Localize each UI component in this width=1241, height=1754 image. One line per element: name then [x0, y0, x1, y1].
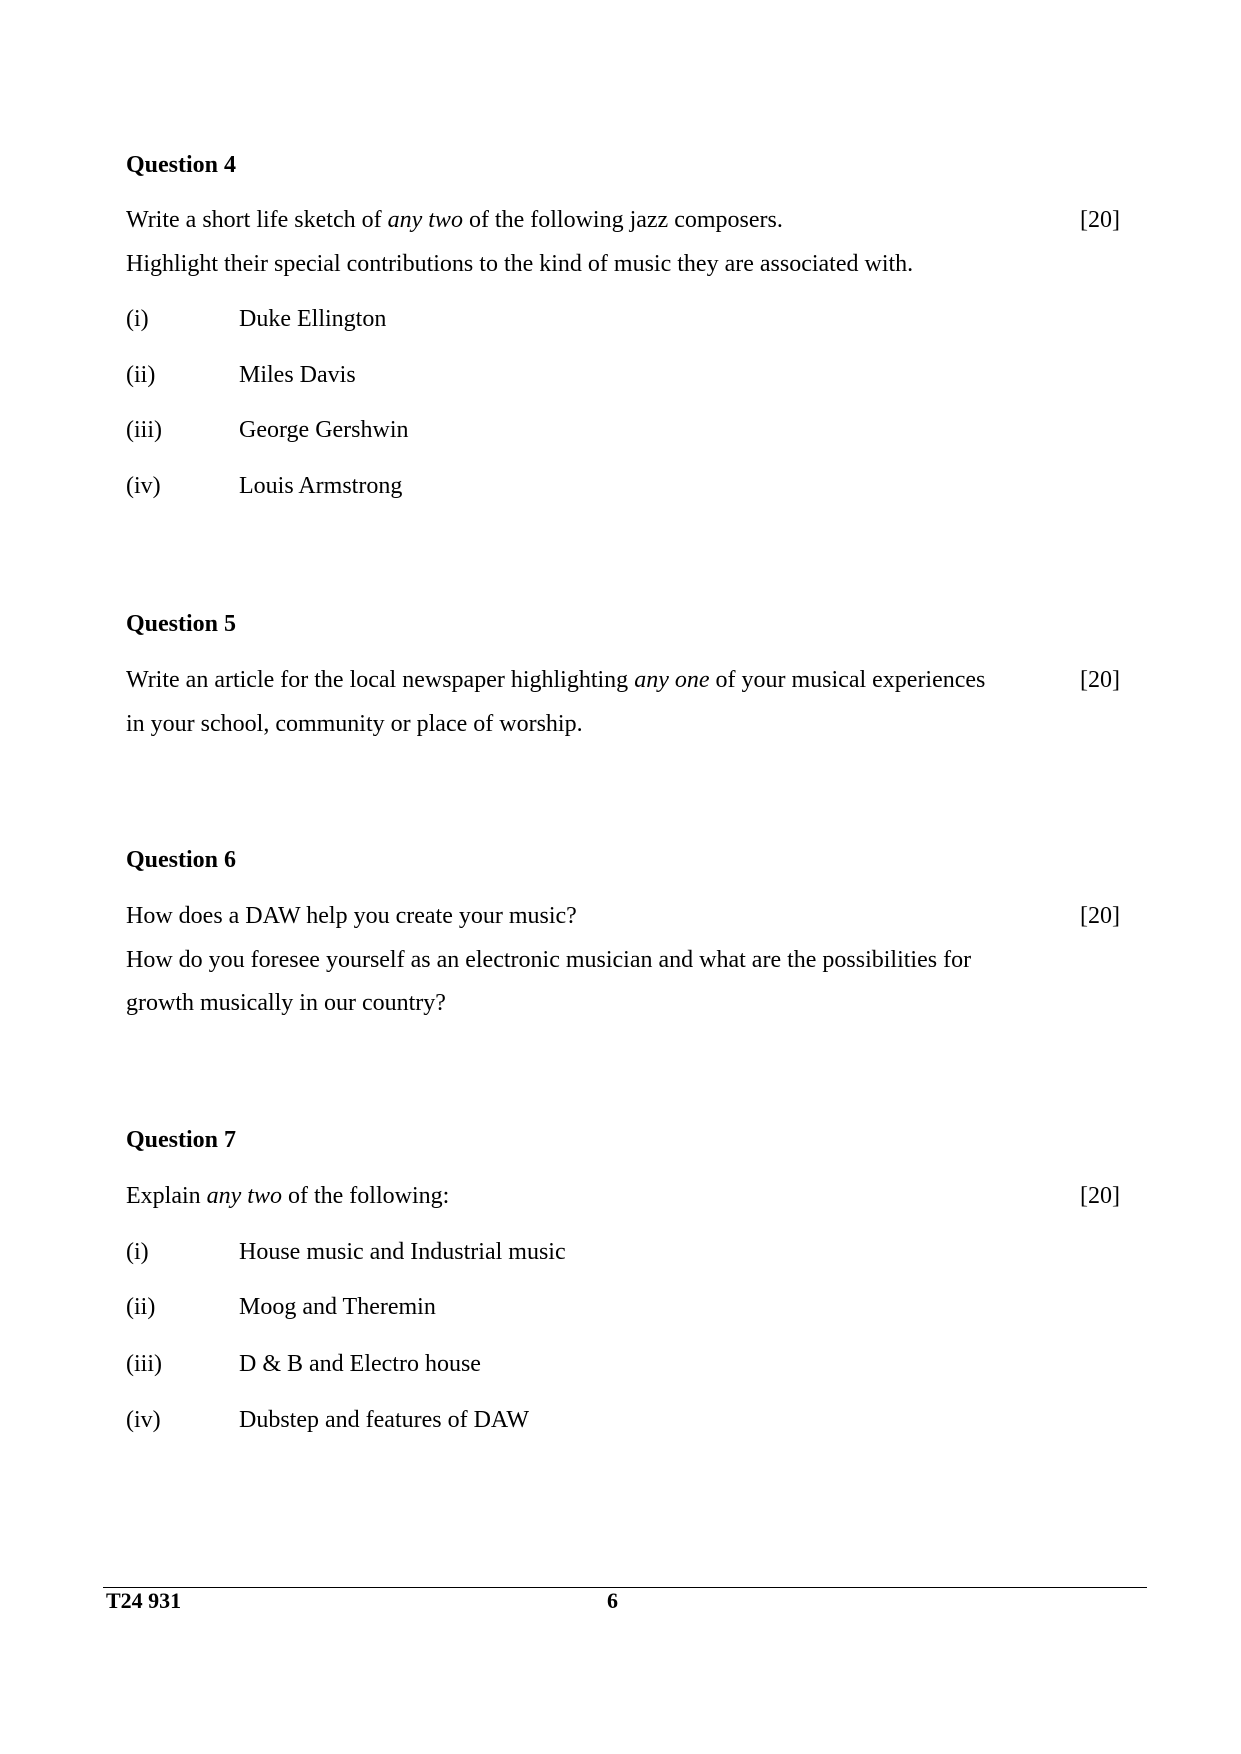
- list-item-number: (iv): [126, 1407, 161, 1433]
- list-item-number: (iv): [126, 473, 161, 499]
- list-item-text: Louis Armstrong: [239, 473, 403, 499]
- question-7-marks: [20]: [1080, 1183, 1120, 1209]
- list-item-text: D & B and Electro house: [239, 1351, 481, 1377]
- paper-code: T24 931: [106, 1588, 182, 1613]
- page-number: 6: [607, 1588, 618, 1613]
- list-item-number: (ii): [126, 362, 156, 388]
- list-item-number: (i): [126, 306, 149, 332]
- question-5-title: Question 5: [126, 611, 237, 637]
- list-item-number: (i): [126, 1239, 149, 1265]
- question-5-prompt-line-2: in your school, community or place of worship.: [126, 711, 583, 737]
- list-item-text: Duke Ellington: [239, 306, 387, 332]
- list-item-number: (iii): [126, 1351, 162, 1377]
- question-6-prompt-line-2: How do you foresee yourself as an electronic musician and what are the possibilities for: [126, 947, 972, 973]
- list-item-text: Moog and Theremin: [239, 1294, 436, 1320]
- footer-divider: [103, 1587, 1147, 1588]
- question-4-title: Question 4: [126, 152, 237, 178]
- question-7-prompt-line-1: Explain any two of the following:: [126, 1183, 450, 1209]
- question-7-title: Question 7: [126, 1127, 237, 1153]
- question-6-prompt-line-1: How does a DAW help you create your music?: [126, 903, 577, 929]
- question-6-marks: [20]: [1080, 903, 1120, 929]
- question-5-marks: [20]: [1080, 667, 1120, 693]
- question-6-title: Question 6: [126, 847, 237, 873]
- question-4-prompt-line-1: Write a short life sketch of any two of the following jazz composers.: [126, 207, 783, 233]
- question-5-prompt-line-1: Write an article for the local newspaper highlighting any one of your musical experiences: [126, 667, 986, 693]
- question-4-prompt-line-2: Highlight their special contributions to the kind of music they are associated with.: [126, 251, 914, 277]
- list-item-text: House music and Industrial music: [239, 1239, 566, 1265]
- list-item-number: (iii): [126, 417, 162, 443]
- list-item-text: George Gershwin: [239, 417, 409, 443]
- list-item-number: (ii): [126, 1294, 156, 1320]
- list-item-text: Dubstep and features of DAW: [239, 1407, 529, 1433]
- list-item-text: Miles Davis: [239, 362, 356, 388]
- question-4-marks: [20]: [1080, 207, 1120, 233]
- question-6-prompt-line-3: growth musically in our country?: [126, 990, 446, 1016]
